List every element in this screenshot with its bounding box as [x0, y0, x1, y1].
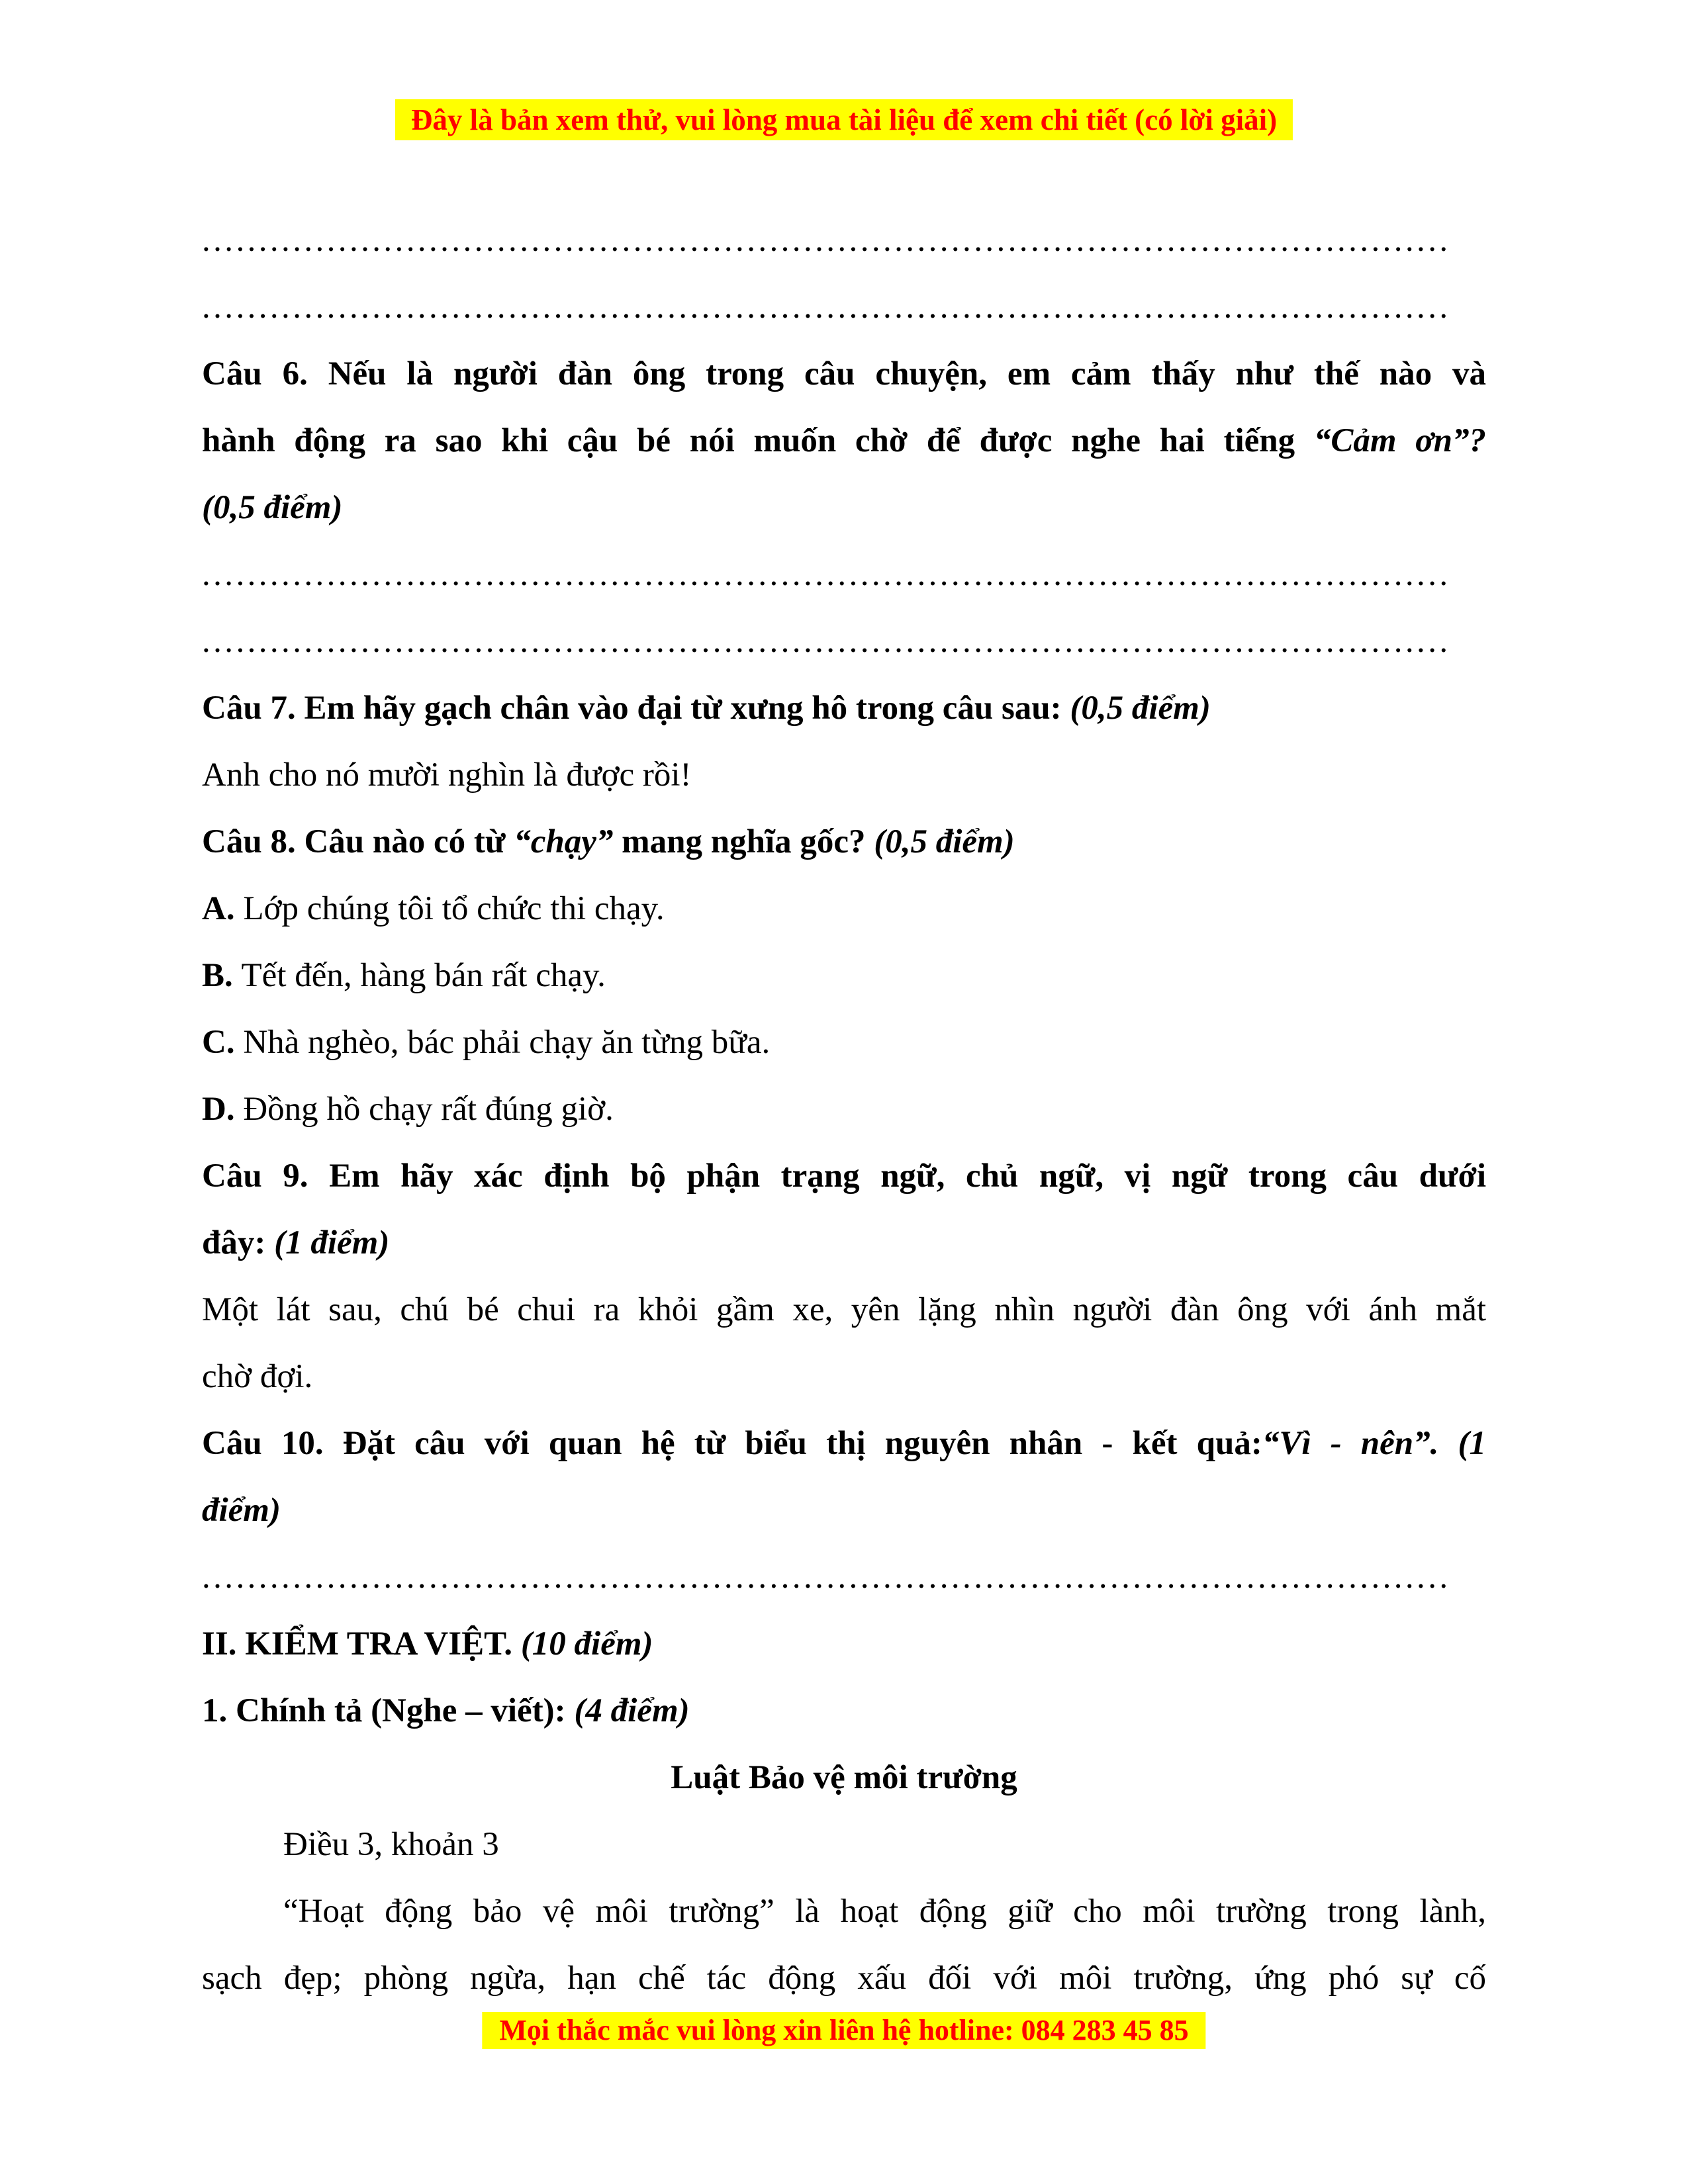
- document-body: [202, 207, 1486, 2012]
- text-line: [202, 1878, 1486, 1945]
- text-run: Câu 8. Câu nào có từ: [202, 823, 514, 860]
- text-line: [202, 942, 1486, 1009]
- text-run: Câu 7. Em hãy gạch chân vào đại từ xưng hô trong câu sau:: [202, 690, 1070, 727]
- text-line: [202, 1277, 1486, 1343]
- text-run: Nhà nghèo, bác phải chạy ăn từng bữa.: [243, 1024, 771, 1061]
- text-run: (0,5 điểm): [202, 489, 343, 526]
- text-run: (4 điểm): [574, 1692, 690, 1729]
- text-run: điểm): [202, 1492, 281, 1529]
- dotted-answer-line: ..............................................................................................................: [202, 289, 1451, 326]
- text-line: [202, 1745, 1486, 1811]
- text-run: (10 điểm): [520, 1625, 653, 1662]
- text-line: [202, 742, 1486, 809]
- preview-notice-banner: [395, 99, 1293, 140]
- text-run: (1: [1458, 1425, 1486, 1462]
- text-run: II. KIỂM TRA VIỆT.: [202, 1625, 521, 1662]
- dotted-answer-line: ..............................................................................................................: [202, 222, 1451, 259]
- text-line: [202, 1410, 1486, 1477]
- text-run: Câu 6. Nếu là người đàn ông trong câu chuyện, em cảm thấy như thế nào và: [202, 355, 1486, 392]
- text-run: Điều 3, khoản 3: [283, 1826, 499, 1863]
- text-line: [202, 475, 1486, 541]
- text-line: [202, 876, 1486, 942]
- text-run: 1. Chính tả (Nghe – viết):: [202, 1692, 575, 1729]
- text-line: [202, 1477, 1486, 1544]
- text-run: Đồng hồ chạy rất đúng giờ.: [243, 1091, 614, 1128]
- text-run: (0,5 điểm): [1070, 690, 1211, 727]
- text-run: A.: [202, 890, 244, 927]
- text-run: đây:: [202, 1224, 275, 1261]
- text-run: hành động ra sao khi cậu bé nói muốn chờ để được nghe hai tiếng: [202, 422, 1314, 459]
- text-line: [202, 1945, 1486, 2012]
- text-run: Lớp chúng tôi tổ chức thi chạy.: [243, 890, 665, 927]
- text-line: [202, 1210, 1486, 1277]
- dotted-answer-line: ..............................................................................................................: [202, 1559, 1451, 1596]
- text-line: [202, 1009, 1486, 1076]
- text-run: B.: [202, 957, 242, 994]
- text-run: Câu 9. Em hãy xác định bộ phận trạng ngữ, chủ ngữ, vị ngữ trong câu dưới: [202, 1158, 1486, 1195]
- dotted-answer-line: ..............................................................................................................: [202, 623, 1451, 660]
- hotline-text: Mọi thắc mắc vui lòng xin liên hệ hotline: 084 283 45 85: [499, 2014, 1189, 2046]
- text-run: D.: [202, 1091, 244, 1128]
- text-run: Luật Bảo vệ môi trường: [671, 1759, 1017, 1796]
- text-run: (1 điểm): [274, 1224, 390, 1261]
- text-run: chờ đợi.: [202, 1358, 313, 1395]
- text-run: sạch đẹp; phòng ngừa, hạn chế tác động xấu đối với môi trường, ứng phó sự cố: [202, 1960, 1486, 1997]
- text-line: [202, 1678, 1486, 1745]
- text-run: Anh cho nó mười nghìn là được rồi!: [202, 756, 692, 794]
- text-line: [202, 1143, 1486, 1210]
- text-run: “Hoạt động bảo vệ môi trường” là hoạt động giữ cho môi trường trong lành,: [283, 1893, 1486, 1930]
- text-line: [202, 1811, 1486, 1878]
- text-run: Tết đến, hàng bán rất chạy.: [241, 957, 606, 994]
- text-line: [202, 408, 1486, 475]
- text-line: [202, 809, 1486, 876]
- text-run: “Vì - nên”.: [1262, 1425, 1458, 1462]
- text-run: “Cảm ơn”?: [1313, 422, 1486, 459]
- text-run: (0,5 điểm): [874, 823, 1015, 860]
- text-line: [202, 1076, 1486, 1143]
- text-run: Một lát sau, chú bé chui ra khỏi gầm xe, yên lặng nhìn người đàn ông với ánh mắt: [202, 1291, 1486, 1328]
- text-run: mang nghĩa gốc?: [613, 823, 874, 860]
- text-line: [202, 675, 1486, 742]
- text-run: Câu 10. Đặt câu với quan hệ từ biểu thị nguyên nhân - kết quả:: [202, 1425, 1262, 1462]
- dotted-answer-line: ..............................................................................................................: [202, 556, 1451, 593]
- text-line: [202, 1343, 1486, 1410]
- preview-notice-text: Đây là bản xem thử, vui lòng mua tài liệu để xem chi tiết (có lời giải): [410, 103, 1278, 136]
- hotline-banner: [482, 2012, 1205, 2049]
- text-line: [202, 1611, 1486, 1678]
- text-line: [202, 341, 1486, 408]
- text-run: “chạy”: [514, 823, 614, 860]
- text-run: C.: [202, 1024, 244, 1061]
